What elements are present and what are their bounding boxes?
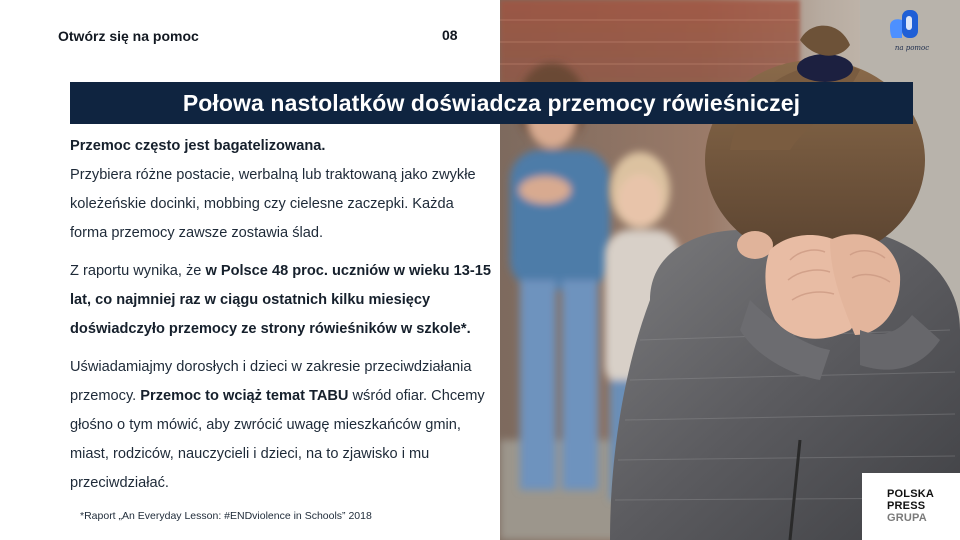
paragraph-1: [70, 132, 495, 248]
paragraph-2-bold: w Polsce 48 proc. uczniów w wieku 13-15 lat, co najmniej raz w ciągu ostatnich kilku miesięcy doświadczyło przemocy ze strony rówieśników w szkole*.: [70, 263, 491, 337]
press-logo-line2: PRESS: [887, 500, 926, 512]
brand-title: Otwórz się na pomoc: [58, 28, 199, 44]
paragraph-2: [70, 257, 495, 344]
paragraph-3-pre: Uświadamiajmy dorosłych i dzieci w zakresie przeciwdziałania przemocy.: [70, 359, 472, 404]
press-logo-line1: POLSKA: [887, 488, 935, 500]
bullying-scene-photo: [500, 0, 960, 540]
campaign-logo: [880, 6, 940, 62]
paragraph-3: [70, 353, 495, 498]
body-text: [70, 132, 495, 507]
polska-press-logo: [862, 473, 960, 540]
page-title: Połowa nastolatków doświadcza przemocy rówieśniczej: [182, 89, 801, 116]
hand-shapes-logo-icon: [880, 6, 940, 46]
page-number: 08: [442, 27, 458, 43]
paragraph-3-post: wśród ofiar. Chcemy głośno o tym mówić, aby zwrócić uwagę mieszkańców gmin, miast, rodziców, nauczycieli i dzieci, na to zjawisko i mu przeciwdziałać.: [70, 388, 485, 491]
paragraph-3-bold: Przemoc to wciąż temat TABU: [140, 388, 349, 404]
photo-illustration: [500, 0, 960, 540]
paragraph-2-pre: Z raportu wynika, że: [70, 263, 206, 279]
campaign-logo-caption: na pomoc: [894, 44, 930, 52]
footnote: *Raport „An Everyday Lesson: #ENDviolence in Schools” 2018: [80, 510, 372, 522]
paragraph-1-lead: Przemoc często jest bagatelizowana.: [70, 138, 326, 154]
paragraph-1-text: Przybiera różne postacie, werbalną lub traktowaną jako zwykłe koleżeńskie docinki, mobbing czy cielesne zaczepki. Każda forma przemocy zawsze zostawia ślad.: [70, 167, 476, 241]
title-bar: [70, 82, 913, 124]
press-logo-line3: GRUPA: [887, 512, 927, 524]
